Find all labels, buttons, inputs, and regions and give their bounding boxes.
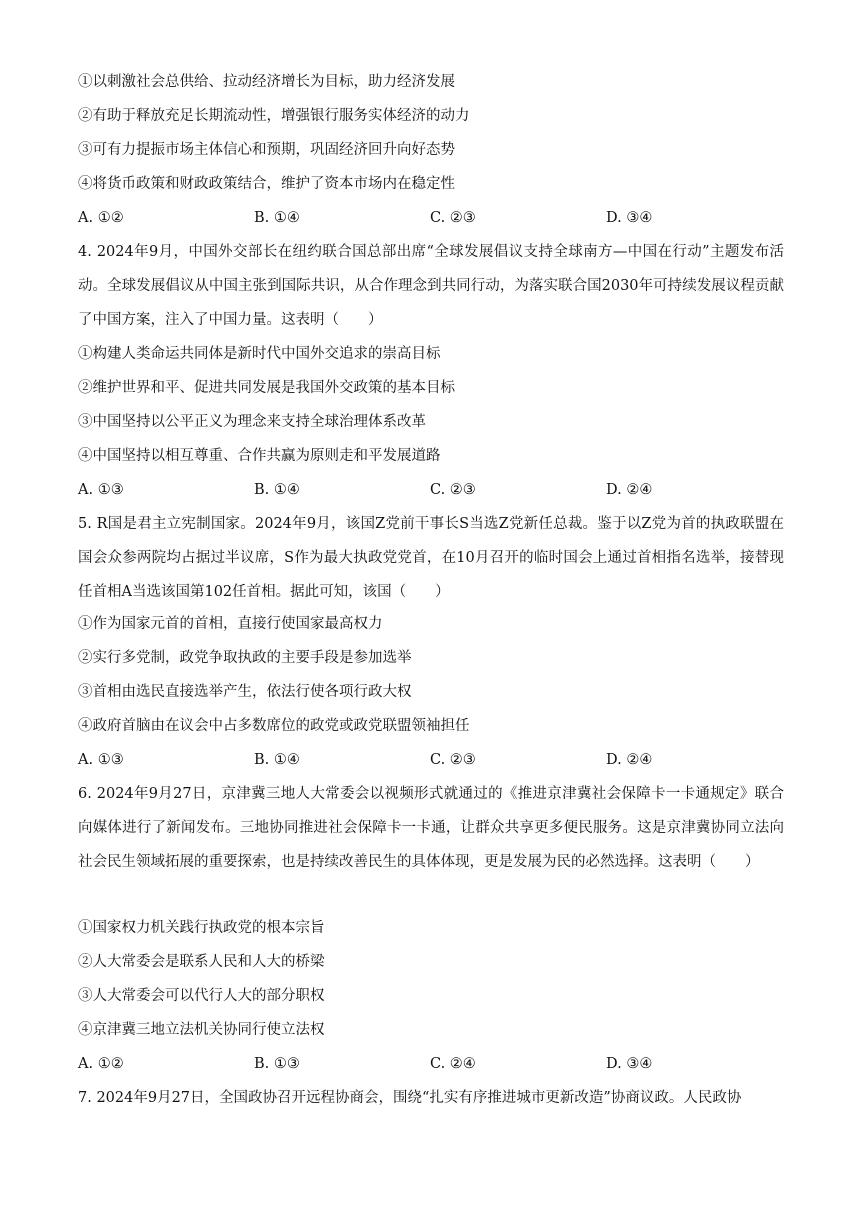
q5-option-a: A. ①③ — [78, 752, 124, 768]
q3-statement-1: ①以刺激社会总供给、拉动经济增长为目标，助力经济发展 — [78, 74, 455, 90]
q3-statement-3: ③可有力提振市场主体信心和预期，巩固经济回升向好态势 — [78, 142, 455, 158]
q5-statement-4: ④政府首脑由在议会中占多数席位的政党或政党联盟领袖担任 — [78, 718, 470, 734]
q5-option-c: C. ②③ — [430, 752, 476, 768]
q5-statement-3: ③首相由选民直接选举产生，依法行使各项行政大权 — [78, 684, 412, 700]
q3-statement-4: ④将货币政策和财政政策结合，维护了资本市场内在稳定性 — [78, 176, 455, 192]
q5-options — [78, 750, 784, 770]
q3-statement-2: ②有助于释放充足长期流动性，增强银行服务实体经济的动力 — [78, 108, 470, 124]
q4-option-c: C. ②③ — [430, 482, 476, 498]
q5-option-d: D. ②④ — [606, 752, 653, 768]
q4-option-b: B. ①④ — [254, 482, 300, 498]
q5-stem: 5. R国是君主立宪制国家。2024年9月，该国Z党前干事长S当选Z党新任总裁。鉴于以Z党为首的执政联盟在国会众参两院均占据过半议席，S作为最大执政党党首，在10月召开的临时国会上通过首相指名选举，接替现任首相A当选该国第102任首相。据此可知，该国（ ） — [78, 516, 784, 600]
q4-option-a: A. ①③ — [78, 482, 124, 498]
q4-stem: 4. 2024年9月，中国外交部长在纽约联合国总部出席“全球发展倡议支持全球南方—中国在行动”主题发布活动。全球发展倡议从中国主张到国际共识，从合作理念到共同行动，为落实联合国2030年可持续发展议程贡献了中国方案，注入了中国力量。这表明（ ） — [78, 244, 784, 328]
q4-option-d: D. ②④ — [606, 482, 653, 498]
q5-option-b: B. ①④ — [254, 752, 300, 768]
q5-statement-2: ②实行多党制，政党争取执政的主要手段是参加选举 — [78, 650, 412, 666]
q6-stem: 6. 2024年9月27日，京津冀三地人大常委会以视频形式就通过的《推进京津冀社会保障卡一卡通规定》联合向媒体进行了新闻发布。三地协同推进社会保障卡一卡通，让群众共享更多便民服务。这是京津冀协同立法向社会民生领域拓展的重要探索，也是持续改善民生的具体体现，更是发展为民的必然选择。这表明（ ） — [78, 786, 784, 870]
q5-statement-1: ①作为国家元首的首相，直接行使国家最高权力 — [78, 616, 383, 632]
q6-statement-3: ③人大常委会可以代行人大的部分职权 — [78, 988, 325, 1004]
q4-statement-3: ③中国坚持以公平正义为理念来支持全球治理体系改革 — [78, 414, 426, 430]
q3-options — [78, 208, 784, 228]
q3-option-a: A. ①② — [78, 210, 124, 226]
q6-statement-4: ④京津冀三地立法机关协同行使立法权 — [78, 1022, 325, 1038]
q6-statement-1: ①国家权力机关践行执政党的根本宗旨 — [78, 920, 325, 936]
q6-statement-2: ②人大常委会是联系人民和人大的桥梁 — [78, 954, 325, 970]
q6-option-c: C. ②④ — [430, 1056, 476, 1072]
q6-options — [78, 1054, 784, 1074]
q3-option-d: D. ③④ — [606, 210, 653, 226]
q4-statement-4: ④中国坚持以相互尊重、合作共赢为原则走和平发展道路 — [78, 448, 441, 464]
q6-option-b: B. ①③ — [254, 1056, 300, 1072]
q6-option-a: A. ①② — [78, 1056, 124, 1072]
q4-options — [78, 480, 784, 500]
q4-statement-2: ②维护世界和平、促进共同发展是我国外交政策的基本目标 — [78, 380, 455, 396]
q6-option-d: D. ③④ — [606, 1056, 653, 1072]
q4-statement-1: ①构建人类命运共同体是新时代中国外交追求的崇高目标 — [78, 346, 441, 362]
q7-stem: 7. 2024年9月27日，全国政协召开远程协商会，围绕“扎实有序推进城市更新改造”协商议政。人民政协 — [78, 1090, 742, 1106]
q3-option-c: C. ②③ — [430, 210, 476, 226]
q3-option-b: B. ①④ — [254, 210, 300, 226]
